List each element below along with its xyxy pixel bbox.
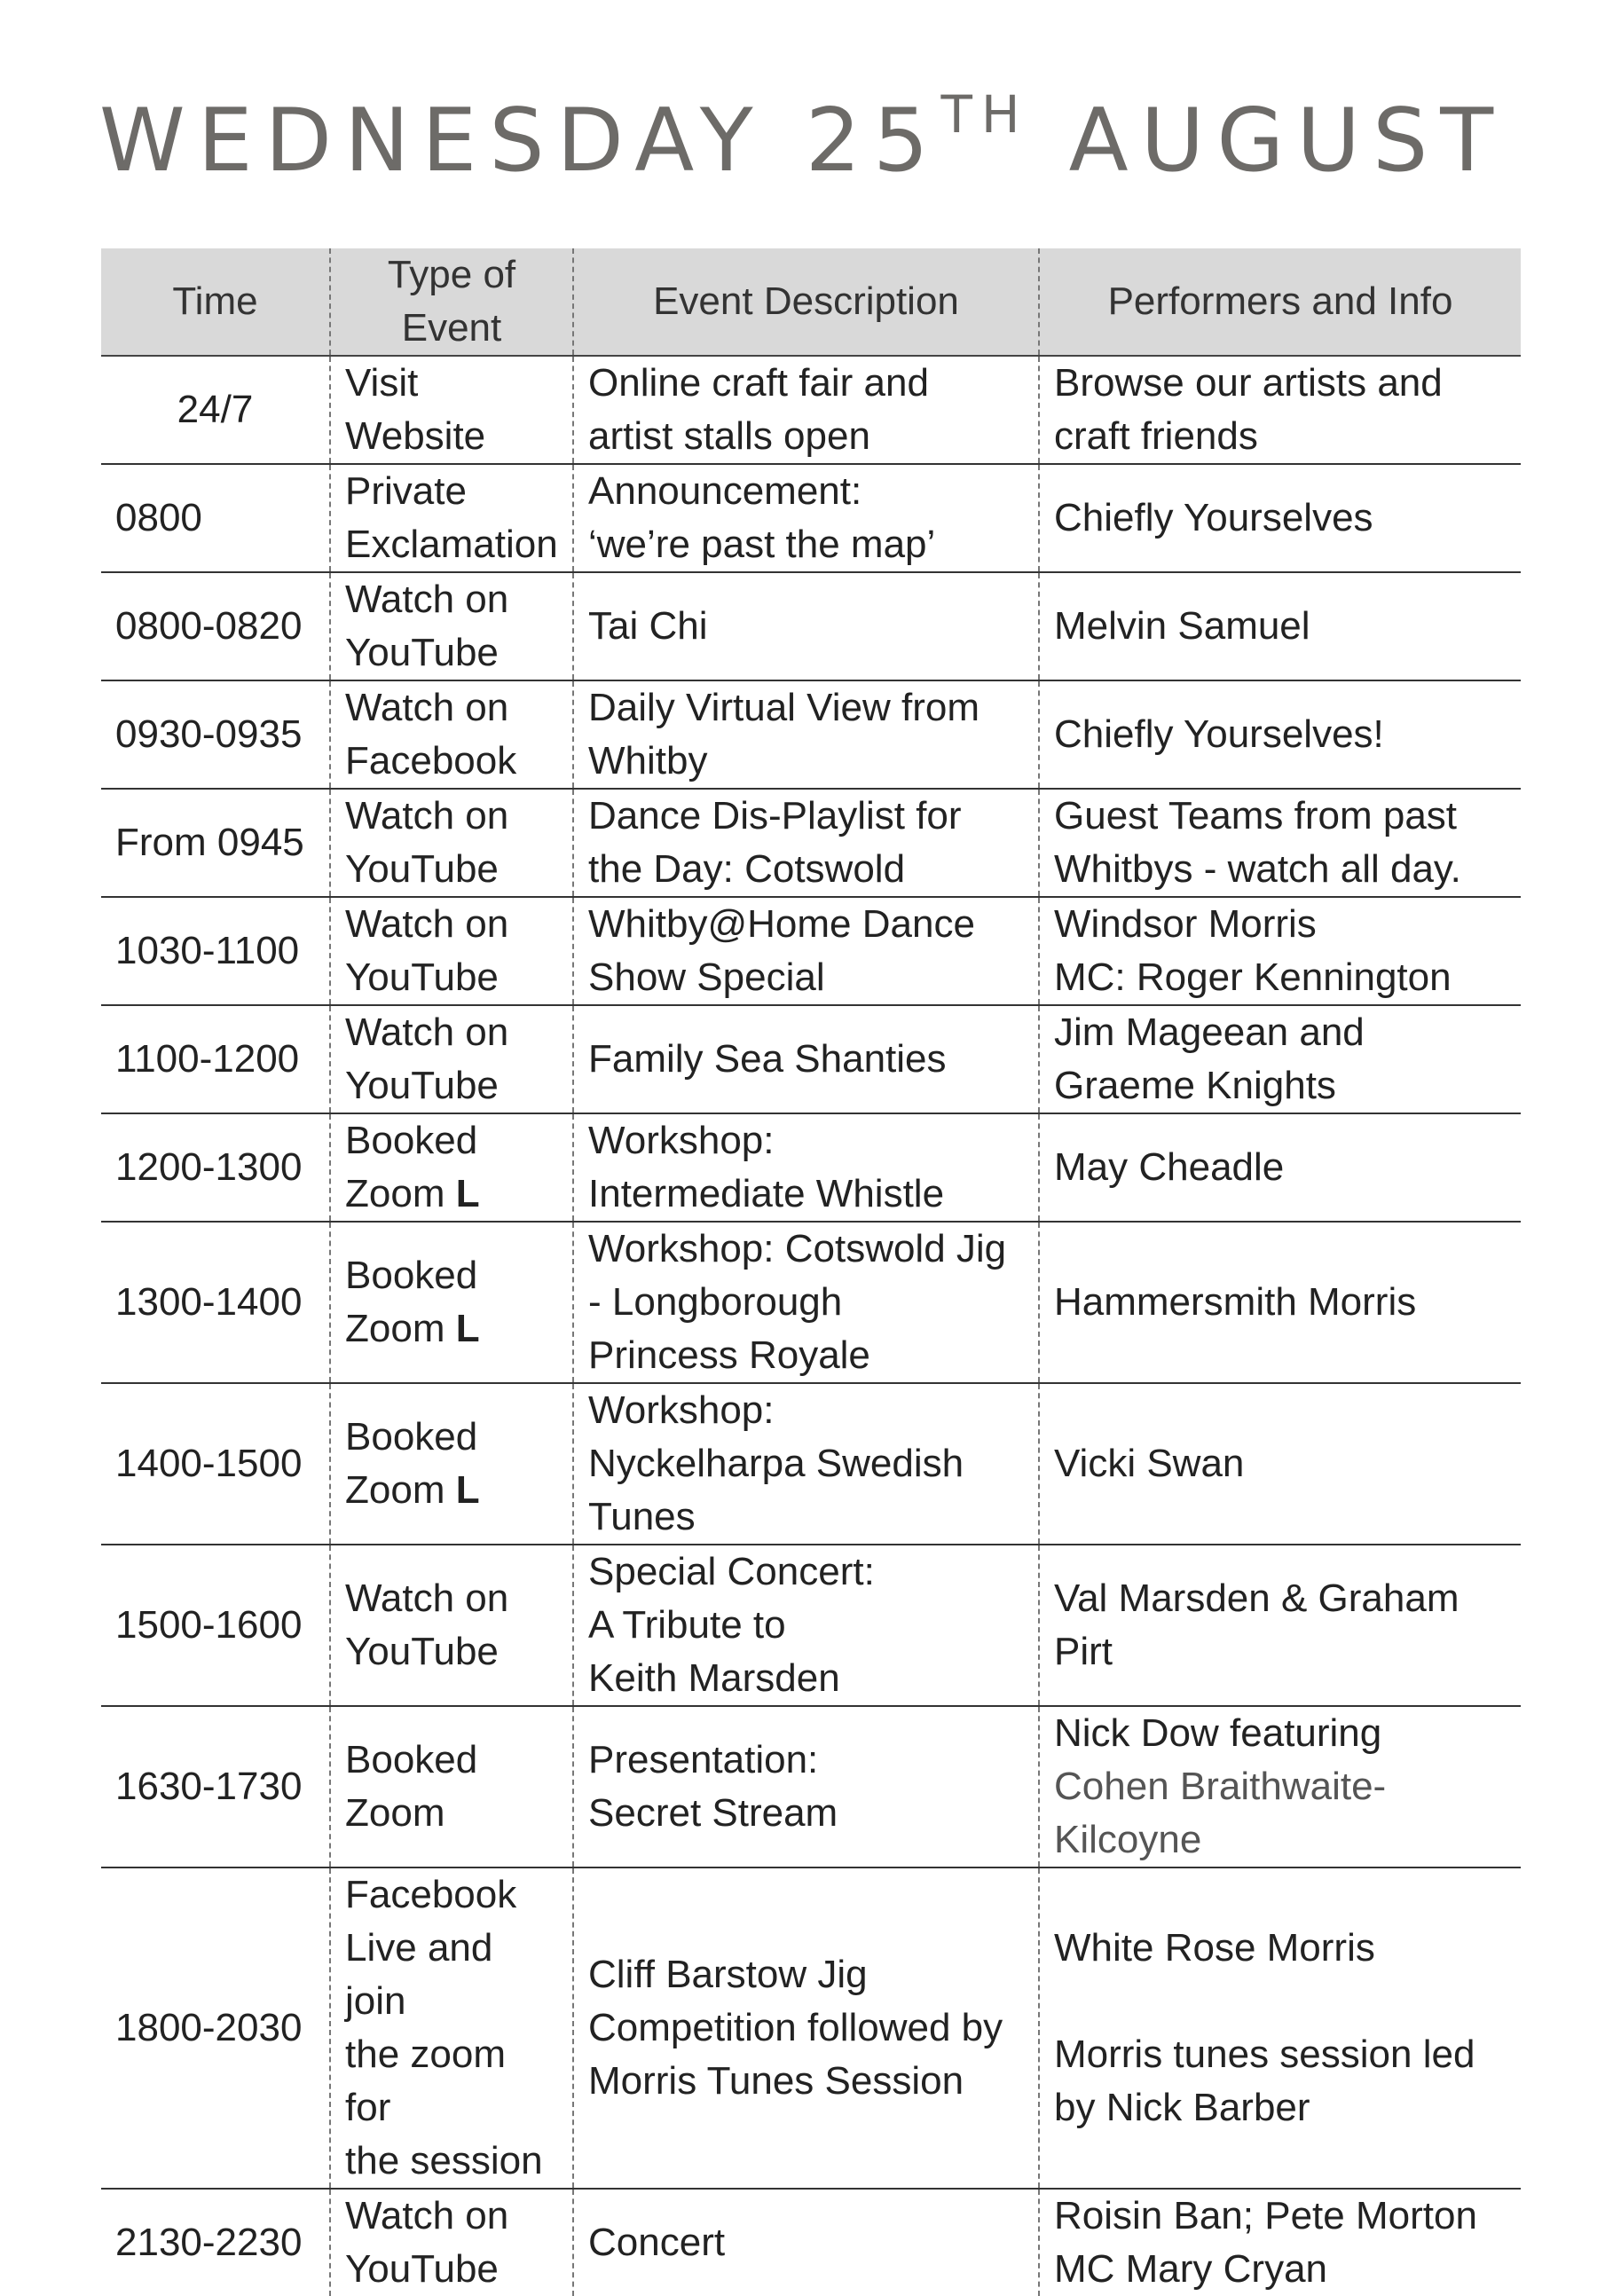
cell-description: Family Sea Shanties xyxy=(573,1005,1039,1113)
header-type: Type of Event xyxy=(330,248,573,356)
table-body xyxy=(101,356,1521,2296)
cell-time: 1300-1400 xyxy=(115,1280,303,1324)
cell-type: Booked Zoom L xyxy=(330,1113,573,1222)
cell-type: Watch on YouTube xyxy=(330,789,573,897)
title-superscript: TH xyxy=(940,84,1029,145)
cell-performers: Vicki Swan xyxy=(1039,1383,1521,1545)
cell-time: 2130-2230 xyxy=(115,2221,303,2264)
table-row xyxy=(101,1113,1521,1222)
table-row xyxy=(101,789,1521,897)
cell-performers: Roisin Ban; Pete Morton MC Mary Cryan xyxy=(1039,2189,1521,2296)
cell-performers: Guest Teams from past Whitbys - watch all day. xyxy=(1039,789,1521,897)
table-row xyxy=(101,1545,1521,1706)
cell-description: Workshop: Cotswold Jig - Longborough Princess Royale xyxy=(573,1222,1039,1383)
table-row xyxy=(101,1222,1521,1383)
cell-time: 1030-1100 xyxy=(115,929,300,972)
table-row xyxy=(101,1706,1521,1867)
cell-time: 1800-2030 xyxy=(115,2006,303,2049)
cell-description: Special Concert: A Tribute to Keith Marsden xyxy=(573,1545,1039,1706)
cell-time: 0930-0935 xyxy=(115,712,303,756)
cell-time: From 0945 xyxy=(115,821,304,864)
cell-description: Online craft fair and artist stalls open xyxy=(573,356,1039,464)
cell-type: Booked Zoom L xyxy=(330,1222,573,1383)
table-row xyxy=(101,2189,1521,2296)
cell-description: Daily Virtual View from Whitby xyxy=(573,680,1039,789)
table-row xyxy=(101,680,1521,789)
cell-description: Cliff Barstow Jig Competition followed by Morris Tunes Session xyxy=(573,1867,1039,2189)
header-performers: Performers and Info xyxy=(1039,248,1521,356)
cell-type: Watch on YouTube xyxy=(330,1005,573,1113)
cell-description: Workshop: Nyckelharpa Swedish Tunes xyxy=(573,1383,1039,1545)
cell-time: 1200-1300 xyxy=(115,1145,303,1189)
cell-time: 24/7 xyxy=(177,388,254,431)
header-time: Time xyxy=(101,248,330,356)
cell-type: Watch on YouTube xyxy=(330,572,573,680)
table-row xyxy=(101,356,1521,464)
cell-time: 0800-0820 xyxy=(115,604,303,648)
cell-time: 1630-1730 xyxy=(115,1765,303,1808)
cell-performers: Chiefly Yourselves! xyxy=(1039,680,1521,789)
cell-type: Facebook Live and join the zoom for the session xyxy=(330,1867,573,2189)
header-description: Event Description xyxy=(573,248,1039,356)
cell-type: Visit Website xyxy=(330,356,573,464)
title-main: WEDNESDAY 25 xyxy=(98,90,941,192)
page-title xyxy=(0,84,1605,192)
cell-description: Workshop: Intermediate Whistle xyxy=(573,1113,1039,1222)
cell-performers: Melvin Samuel xyxy=(1039,572,1521,680)
cell-type: Booked Zoom L xyxy=(330,1383,573,1545)
cell-description: Presentation: Secret Stream xyxy=(573,1706,1039,1867)
cell-performers: Val Marsden & Graham Pirt xyxy=(1039,1545,1521,1706)
cell-time: 1400-1500 xyxy=(115,1442,303,1485)
schedule-table xyxy=(101,248,1521,2296)
title-month: AUGUST xyxy=(1068,90,1507,192)
table-row xyxy=(101,1867,1521,2189)
cell-type: Private Exclamation xyxy=(330,464,573,572)
table-header xyxy=(101,248,1521,356)
table-row xyxy=(101,897,1521,1005)
cell-description: Tai Chi xyxy=(573,572,1039,680)
cell-type: Watch on Facebook xyxy=(330,680,573,789)
cell-description: Concert xyxy=(573,2189,1039,2296)
cell-type: Watch on YouTube xyxy=(330,1545,573,1706)
table-row xyxy=(101,1005,1521,1113)
cell-description: Announcement: ‘we’re past the map’ xyxy=(573,464,1039,572)
cell-performers: Hammersmith Morris xyxy=(1039,1222,1521,1383)
cell-performers: Windsor Morris MC: Roger Kennington xyxy=(1039,897,1521,1005)
table-row xyxy=(101,464,1521,572)
cell-performers: White Rose Morris Morris tunes session led by Nick Barber xyxy=(1039,1867,1521,2189)
cell-performers: Browse our artists and craft friends xyxy=(1039,356,1521,464)
table-row xyxy=(101,572,1521,680)
cell-performers: Nick Dow featuring Cohen Braithwaite- Kilcoyne xyxy=(1039,1706,1521,1867)
cell-description: Whitby@Home Dance Show Special xyxy=(573,897,1039,1005)
cell-performers: May Cheadle xyxy=(1039,1113,1521,1222)
cell-type: Watch on YouTube xyxy=(330,897,573,1005)
cell-time: 1500-1600 xyxy=(115,1603,303,1647)
cell-performers: Chiefly Yourselves xyxy=(1039,464,1521,572)
cell-type: Booked Zoom xyxy=(330,1706,573,1867)
cell-time: 0800 xyxy=(115,496,202,539)
table-row xyxy=(101,1383,1521,1545)
cell-type: Watch on YouTube xyxy=(330,2189,573,2296)
cell-performers: Jim Mageean and Graeme Knights xyxy=(1039,1005,1521,1113)
cell-time: 1100-1200 xyxy=(115,1037,300,1081)
cell-description: Dance Dis-Playlist for the Day: Cotswold xyxy=(573,789,1039,897)
